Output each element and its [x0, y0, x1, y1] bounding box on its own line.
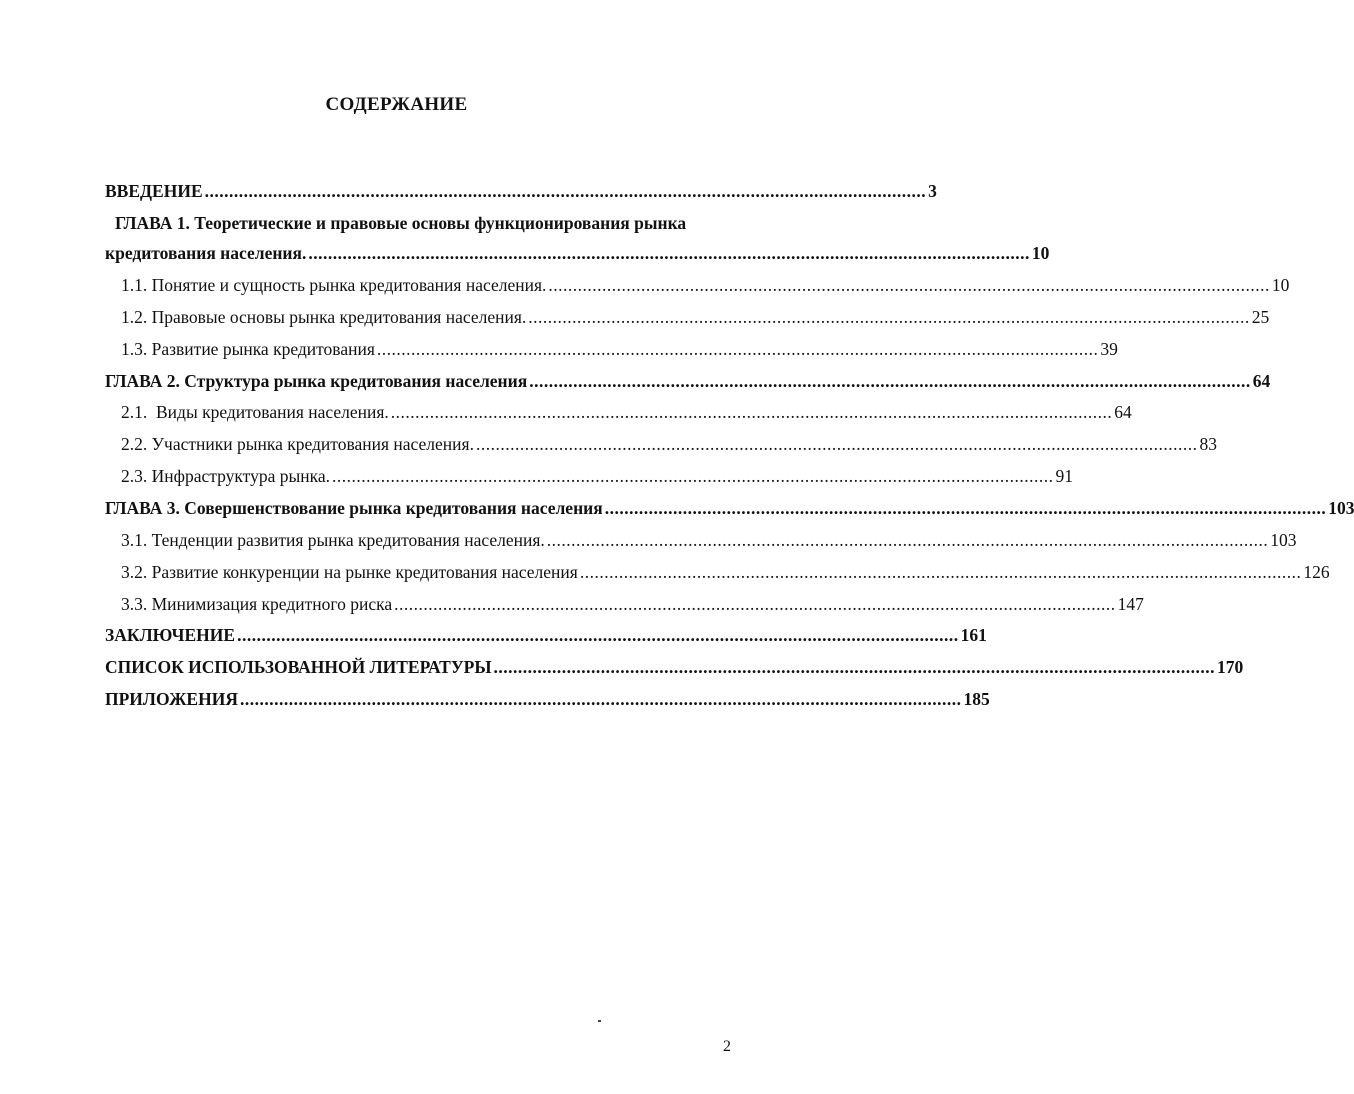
- leader-dots: ....................................................................................................................................................: [528, 307, 1250, 327]
- leader-dots: ....................................................................................................................................................: [604, 498, 1327, 518]
- toc-entry-section-2-3[interactable]: [121, 465, 1073, 487]
- toc-entry-page: 10: [1271, 275, 1290, 295]
- toc-entry-label: ВВЕДЕНИЕ: [105, 181, 203, 201]
- toc-entry-conclusion[interactable]: [105, 624, 987, 646]
- toc-entry-label: ГЛАВА 2. Структура рынка кредитования населения: [105, 371, 528, 391]
- toc-entry-section-3-1[interactable]: [121, 529, 1297, 551]
- toc-entry-section-2-2[interactable]: [121, 433, 1217, 455]
- toc-entry-label: 3.2. Развитие конкуренции на рынке кредитования населения: [121, 562, 578, 582]
- toc-entry-section-3-2[interactable]: [121, 561, 1330, 583]
- toc-entry-section-1-2[interactable]: [121, 306, 1270, 328]
- toc-entry-page: 39: [1100, 339, 1118, 359]
- toc-entry-label: 2.2. Участники рынка кредитования населения.: [121, 434, 474, 454]
- toc-entry-label: 3.3. Минимизация кредитного риска: [121, 594, 393, 614]
- leader-dots: ....................................................................................................................................................: [548, 275, 1270, 295]
- leader-dots: ....................................................................................................................................................: [529, 371, 1251, 391]
- page-title: СОДЕРЖАНИЕ: [325, 94, 468, 115]
- leader-dots: ....................................................................................................................................................: [475, 434, 1198, 454]
- leader-dots: ....................................................................................................................................................: [376, 339, 1099, 359]
- toc-entry-page: 147: [1117, 594, 1144, 614]
- leader-dots: ....................................................................................................................................................: [394, 594, 1116, 614]
- leader-dots: ....................................................................................................................................................: [493, 657, 1216, 677]
- toc-entry-label: 2.3. Инфраструктура рынка.: [121, 466, 330, 486]
- toc-entry-page: 103: [1270, 530, 1297, 550]
- leader-dots: ....................................................................................................................................................: [331, 466, 1054, 486]
- toc-entry-section-3-3[interactable]: [121, 593, 1144, 615]
- leader-dots: ....................................................................................................................................................: [546, 530, 1269, 550]
- leader-dots: ....................................................................................................................................................: [390, 402, 1113, 422]
- toc-entry-label: кредитования населения.: [105, 243, 307, 263]
- toc-entry-label: 1.3. Развитие рынка кредитования: [121, 339, 375, 359]
- toc-entry-label: ПРИЛОЖЕНИЯ: [105, 689, 238, 709]
- toc-entry-page: 103: [1328, 498, 1354, 518]
- toc-entry-page: 10: [1031, 243, 1050, 263]
- scan-artifact: [598, 1020, 601, 1022]
- toc-entry-page: 91: [1055, 466, 1073, 486]
- toc-entry-label: ЗАКЛЮЧЕНИЕ: [105, 625, 236, 645]
- leader-dots: ....................................................................................................................................................: [237, 625, 959, 645]
- toc-entry-label: ГЛАВА 3. Совершенствование рынка кредитования населения: [105, 498, 603, 518]
- toc-entry-chapter1-line1[interactable]: ГЛАВА 1. Теоретические и правовые основы функционирования рынка: [115, 213, 687, 233]
- toc-entry-chapter2[interactable]: [105, 370, 1271, 392]
- toc-entry-section-1-3[interactable]: [121, 338, 1118, 360]
- leader-dots: ....................................................................................................................................................: [308, 243, 1030, 263]
- toc-entry-section-2-1[interactable]: [121, 401, 1132, 423]
- toc-entry-page: 83: [1199, 434, 1217, 454]
- toc-entry-references[interactable]: [105, 656, 1244, 678]
- toc-entry-page: 185: [963, 689, 990, 709]
- toc-entry-introduction[interactable]: [105, 180, 937, 202]
- toc-entry-appendices[interactable]: [105, 688, 990, 710]
- toc-entry-label: 1.2. Правовые основы рынка кредитования населения.: [121, 307, 527, 327]
- toc-entry-chapter3[interactable]: [105, 497, 1354, 519]
- toc-entry-page: 170: [1217, 657, 1244, 677]
- toc-entry-page: 126: [1303, 562, 1330, 582]
- toc-entry-page: 64: [1252, 371, 1271, 391]
- toc-entry-page: 25: [1251, 307, 1270, 327]
- toc-entry-section-1-1[interactable]: [121, 274, 1290, 296]
- leader-dots: ....................................................................................................................................................: [579, 562, 1302, 582]
- toc-entry-page: 3: [928, 181, 937, 201]
- leader-dots: ....................................................................................................................................................: [239, 689, 962, 709]
- toc-entry-label: СПИСОК ИСПОЛЬЗОВАННОЙ ЛИТЕРАТУРЫ: [105, 657, 492, 677]
- toc-entry-label: 1.1. Понятие и сущность рынка кредитования населения.: [121, 275, 547, 295]
- toc-entry-label: 3.1. Тенденции развития рынка кредитования населения.: [121, 530, 545, 550]
- toc-entry-chapter1[interactable]: [105, 242, 1050, 264]
- page-number: 2: [723, 1038, 731, 1055]
- toc-entry-page: 161: [960, 625, 987, 645]
- toc-entry-label: 2.1. Виды кредитования населения.: [121, 402, 389, 422]
- toc-entry-page: 64: [1114, 402, 1132, 422]
- leader-dots: ....................................................................................................................................................: [204, 181, 927, 201]
